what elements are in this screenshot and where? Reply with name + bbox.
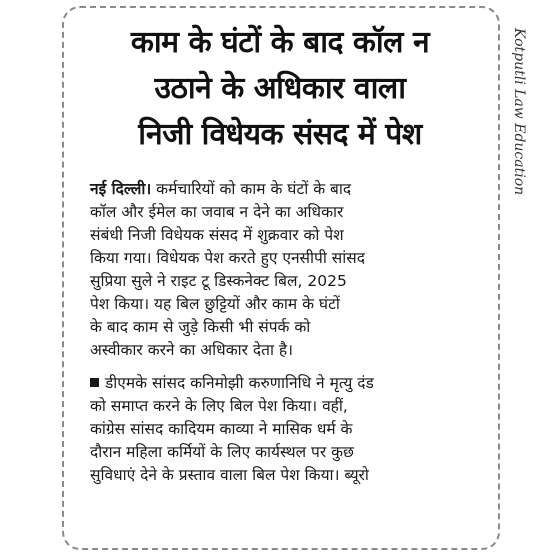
article-line: अस्वीकार करने का अधिकार देता है। <box>90 341 293 359</box>
square-bullet-icon <box>90 378 99 387</box>
headline <box>70 20 490 158</box>
article-line: कांग्रेस सांसद कादियम काव्या ने मासिक धर्म के <box>90 420 353 438</box>
article-line: के बाद काम से जुड़े किसी भी संपर्क को <box>90 318 311 336</box>
paragraph-2 <box>90 372 482 487</box>
paragraph-1 <box>90 178 482 362</box>
article-line: को समाप्त करने के लिए बिल पेश किया। वहीं, <box>90 397 348 415</box>
article-text: कर्मचारियों को काम के घंटों के बाद <box>151 180 352 198</box>
headline-line-3: निजी विधेयक संसद में पेश <box>138 117 422 152</box>
watermark-text: Kotputli Law Education <box>511 28 527 196</box>
article-line: संबंधी निजी विधेयक संसद में शुक्रवार को पेश <box>90 226 344 244</box>
article-line: सुविधाएं देने के प्रस्ताव वाला बिल पेश किया। ब्यूरो <box>90 466 369 484</box>
article-line <box>90 372 482 395</box>
dateline: नई दिल्ली। <box>90 180 152 198</box>
article-line: किया गया। विधेयक पेश करते हुए एनसीपी सांसद <box>90 249 365 267</box>
headline-line-1: काम के घंटों के बाद कॉल न <box>130 25 430 60</box>
article-line <box>90 178 482 201</box>
article-line: सुप्रिया सुले ने राइट टू डिस्कनेक्ट बिल, 2025 <box>90 272 347 290</box>
article-text: डीएमके सांसद कनिमोझी करुणानिधि ने मृत्यु दंड <box>105 374 374 392</box>
headline-line-2: उठाने के अधिकार वाला <box>154 71 406 106</box>
article-line: दौरान महिला कर्मियों के लिए कार्यस्थल पर कुछ <box>90 443 354 461</box>
article-body <box>90 178 482 487</box>
article-line: पेश किया। यह बिल छुट्टियों और काम के घंटों <box>90 295 340 313</box>
article-line: कॉल और ईमेल का जवाब न देने का अधिकार <box>90 203 344 221</box>
